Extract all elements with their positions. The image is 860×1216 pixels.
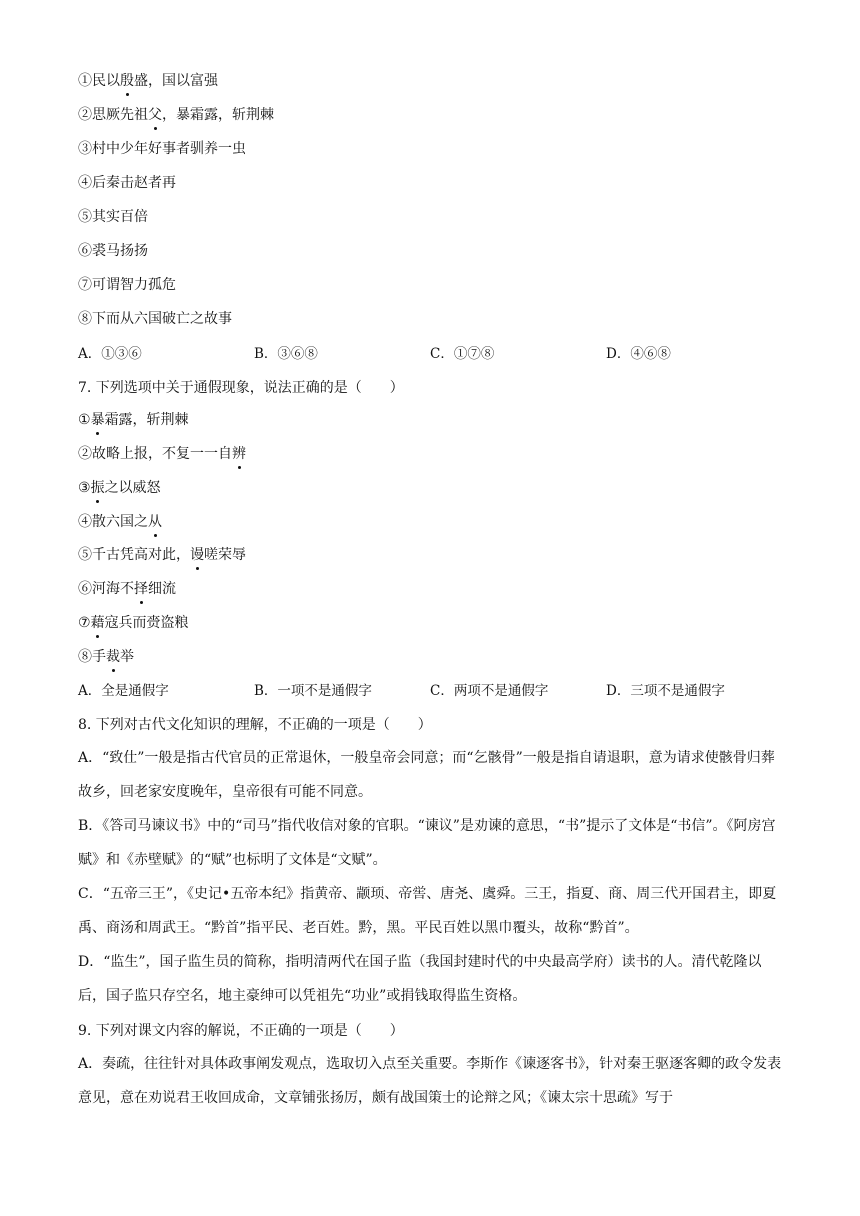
q6-option-c[interactable]: C．①⑦⑧ [430, 346, 495, 362]
q8-option-c[interactable]: C．“五帝三王”，《史记•五帝本纪》指黄帝、颛顼、帝喾、唐尧、虞舜。三王，指夏、商、周三代开国君主，即夏禹、商汤和周武王。“黔首”指平民、老百姓。黔，黑。平民百姓以黑巾覆头，故称“黔首”。 [78, 886, 777, 936]
q7-item-8: ⑧手裁举 [78, 649, 134, 665]
q7-item-3: ③振之以威怒 [78, 480, 161, 496]
q7-item-2: ②故略上报，不复一一自辨 [78, 446, 246, 462]
q6-item-4: ④后秦击赵者再 [78, 175, 176, 191]
q6-option-b[interactable]: B．③⑥⑧ [254, 346, 318, 362]
q6-item-8: ⑧下而从六国破亡之故事 [78, 311, 232, 327]
q7-item-7: ⑦藉寇兵而赍盗粮 [78, 615, 189, 631]
q6-item-1: ①民以殷盛，国以富强 [78, 73, 218, 89]
q9-option-a[interactable]: A．奏疏，往往针对具体政事阐发观点，选取切入点至关重要。李斯作《谏逐客书》，针对秦王驱逐客卿的政令发表意见，意在劝说君王收回成命，文章铺张扬厉，颇有战国策士的论辩之风；《谏太宗十思疏》写于 [78, 1056, 782, 1106]
q6-item-6: ⑥裘马扬扬 [78, 243, 148, 259]
q6-item-3: ③村中少年好事者驯养一虫 [78, 141, 246, 157]
q7-item-5: ⑤千古凭高对此，谩嗟荣辱 [78, 547, 246, 563]
q8-option-b[interactable]: B．《答司马谏议书》中的“司马”指代收信对象的官职。“谏议”是劝谏的意思，“书”提示了文体是“书信”。《阿房宫赋》和《赤壁赋》的“赋”也标明了文体是“文赋”。 [78, 818, 776, 868]
q7-item-6: ⑥河海不择细流 [78, 581, 176, 597]
q9-stem: 9. 下列对课文内容的解说，不正确的一项是（ ） [78, 1023, 404, 1039]
q6-option-a[interactable]: A．①③⑥ [78, 346, 142, 362]
q6-option-d[interactable]: D．④⑥⑧ [606, 346, 671, 362]
q8-option-d[interactable]: D．“监生”，国子监生员的简称，指明清两代在国子监（我国封建时代的中央最高学府）读书的人。清代乾隆以后，国子监只存空名，地主豪绅可以凭祖先“功业”或捐钱取得监生资格。 [78, 954, 762, 1004]
q8-option-a[interactable]: A．“致仕”一般是指古代官员的正常退休，一般皇帝会同意；而“乞骸骨”一般是指自请退职，意为请求使骸骨归葬故乡，回老家安度晚年，皇帝很有可能不同意。 [78, 750, 775, 800]
q7-option-c[interactable]: C．两项不是通假字 [430, 683, 549, 699]
q6-item-7: ⑦可谓智力孤危 [78, 277, 176, 293]
q7-item-4: ④散六国之从 [78, 514, 162, 530]
q7-option-a[interactable]: A．全是通假字 [78, 683, 169, 699]
q7-option-d[interactable]: D．三项不是通假字 [606, 683, 725, 699]
q7-stem: 7. 下列选项中关于通假现象，说法正确的是（ ） [78, 380, 404, 396]
q6-item-2: ②思厥先祖父，暴霜露，斩荆棘 [78, 107, 274, 123]
q7-option-b[interactable]: B．一项不是通假字 [254, 683, 372, 699]
q8-stem: 8. 下列对古代文化知识的理解，不正确的一项是（ ） [78, 717, 432, 733]
q7-item-1: ①暴霜露，斩荆棘 [78, 412, 189, 428]
q6-item-5: ⑤其实百倍 [78, 209, 148, 225]
